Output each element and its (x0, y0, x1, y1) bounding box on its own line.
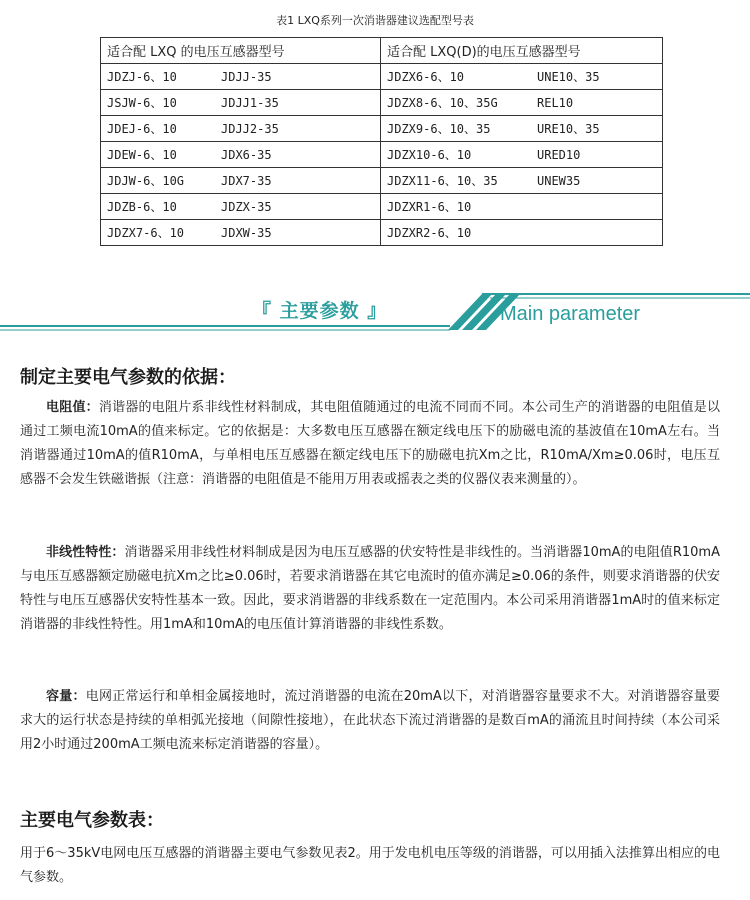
model-name: JDJJ-35 (221, 70, 272, 84)
model-name: JDX7-35 (221, 174, 272, 188)
model-name: JDZX8-6、10、35G (387, 96, 498, 110)
table-caption: 表1 LXQ系列一次消谐器建议选配型号表 (276, 14, 474, 27)
model-name: URE10、35 (537, 122, 600, 136)
header-lxq: 适合配 LXQ 的电压互感器型号 (101, 38, 381, 64)
lxq-model-cell (101, 168, 381, 194)
text-capacity: 电网正常运行和单相金属接地时，流过消谐器的电流在20mA以下，对消谐器容量要求不大。对消谐器容量要求大的运行状态是持续的单相弧光接地（间隙性接地），在此状态下流过消谐器的是数百mA的涌流且时间持续（本公司采用2小时通过200mA工频电流来标定消谐器的容量）。 (20, 689, 720, 752)
table-header-row (101, 38, 663, 64)
lxq-model-cell (101, 90, 381, 116)
paragraph-resistance (20, 396, 720, 492)
lxq-model-cell (101, 220, 381, 246)
model-name: JDZXR1-6、10 (387, 200, 472, 214)
model-name: JDZX10-6、10 (387, 148, 472, 162)
model-name: JDEJ-6、10 (107, 122, 177, 136)
section-heading-basis: 制定主要电气参数的依据： (20, 367, 236, 388)
lxqd-model-cell (381, 64, 663, 90)
banner-title-cn: 『 主要参数 』 (252, 300, 388, 322)
model-name: JDZX6-6、10 (387, 70, 465, 84)
section-banner (0, 290, 750, 340)
table-row (101, 90, 663, 116)
paragraph-param-table: 用于6～35kV电网电压互感器的消谐器主要电气参数见表2。用于发电机电压等级的消谐器，可以用插入法推算出相应的电气参数。 (20, 846, 720, 885)
model-name: JDJW-6、10G (107, 174, 185, 188)
model-name: JDJJ1-35 (221, 96, 279, 110)
term-nonlinearity: 非线性特性： (46, 545, 125, 560)
term-resistance: 电阻值： (46, 400, 99, 415)
model-name: JSJW-6、10 (107, 96, 177, 110)
model-name: JDJJ2-35 (221, 122, 279, 136)
table-row (101, 116, 663, 142)
model-name: JDZXR2-6、10 (387, 226, 472, 240)
lxqd-model-cell (381, 116, 663, 142)
lxq-model-cell (101, 194, 381, 220)
term-capacity: 容量： (46, 689, 86, 704)
lxqd-model-cell (381, 142, 663, 168)
paragraph-nonlinearity (20, 541, 720, 637)
model-name: JDXW-35 (221, 226, 272, 240)
model-name: JDZB-6、10 (107, 200, 177, 214)
model-name: UNE10、35 (537, 70, 600, 84)
section-heading-param-table: 主要电气参数表： (20, 810, 164, 831)
lxq-model-cell (101, 116, 381, 142)
table-row (101, 64, 663, 90)
lxqd-model-cell (381, 168, 663, 194)
model-name: JDZX9-6、10、35 (387, 122, 491, 136)
lxqd-model-cell (381, 90, 663, 116)
lxq-model-cell (101, 64, 381, 90)
table-row (101, 194, 663, 220)
paragraph-capacity (20, 685, 720, 757)
model-name: JDZX7-6、10 (107, 226, 185, 240)
lxq-model-cell (101, 142, 381, 168)
lxqd-model-cell (381, 220, 663, 246)
lxqd-model-cell (381, 194, 663, 220)
model-name: JDZX-35 (221, 200, 272, 214)
table-row (101, 142, 663, 168)
banner-title-en: Main parameter (500, 303, 641, 325)
model-name: JDZJ-6、10 (107, 70, 177, 84)
model-name: URED10 (537, 148, 581, 162)
table-row (101, 220, 663, 246)
table-row (101, 168, 663, 194)
model-name: REL10 (537, 96, 574, 110)
text-nonlinearity: 消谐器采用非线性材料制成是因为电压互感器的伏安特性是非线性的。当消谐器10mA的电阻值R10mA与电压互感器额定励磁电抗Xm之比≥0.06时，若要求消谐器在其它电流时的值亦满足≥0.06的条件，则要求消谐器的伏安特性与电压互感器伏安特性基本一致。因此，要求消谐器的非线系数在一定范围内。本公司采用消谐器1mA时的值来标定消谐器的非线性特性。用1mA和10mA的电压值计算消谐器的非线性系数。 (20, 545, 720, 632)
model-name: JDX6-35 (221, 148, 272, 162)
model-selection-table (100, 37, 663, 246)
model-name: JDZX11-6、10、35 (387, 174, 498, 188)
header-lxqd: 适合配 LXQ(D)的电压互感器型号 (381, 38, 663, 64)
model-name: UNEW35 (537, 174, 581, 188)
model-name: JDEW-6、10 (107, 148, 177, 162)
text-resistance: 消谐器的电阻片系非线性材料制成，其电阻值随通过的电流不同而不同。本公司生产的消谐器的电阻值是以通过工频电流10mA的值来标定。它的依据是：大多数电压互感器在额定线电压下的励磁电流的基波值在10mA左右。当消谐器通过10mA的值R10mA，与单相电压互感器在额定线电压下的励磁电抗Xm之比，R10mA/Xm≥0.06时，电压互感器不会发生铁磁谐振（注意：消谐器的电阻值是不能用万用表或摇表之类的仪器仪表来测量的）。 (20, 400, 720, 487)
